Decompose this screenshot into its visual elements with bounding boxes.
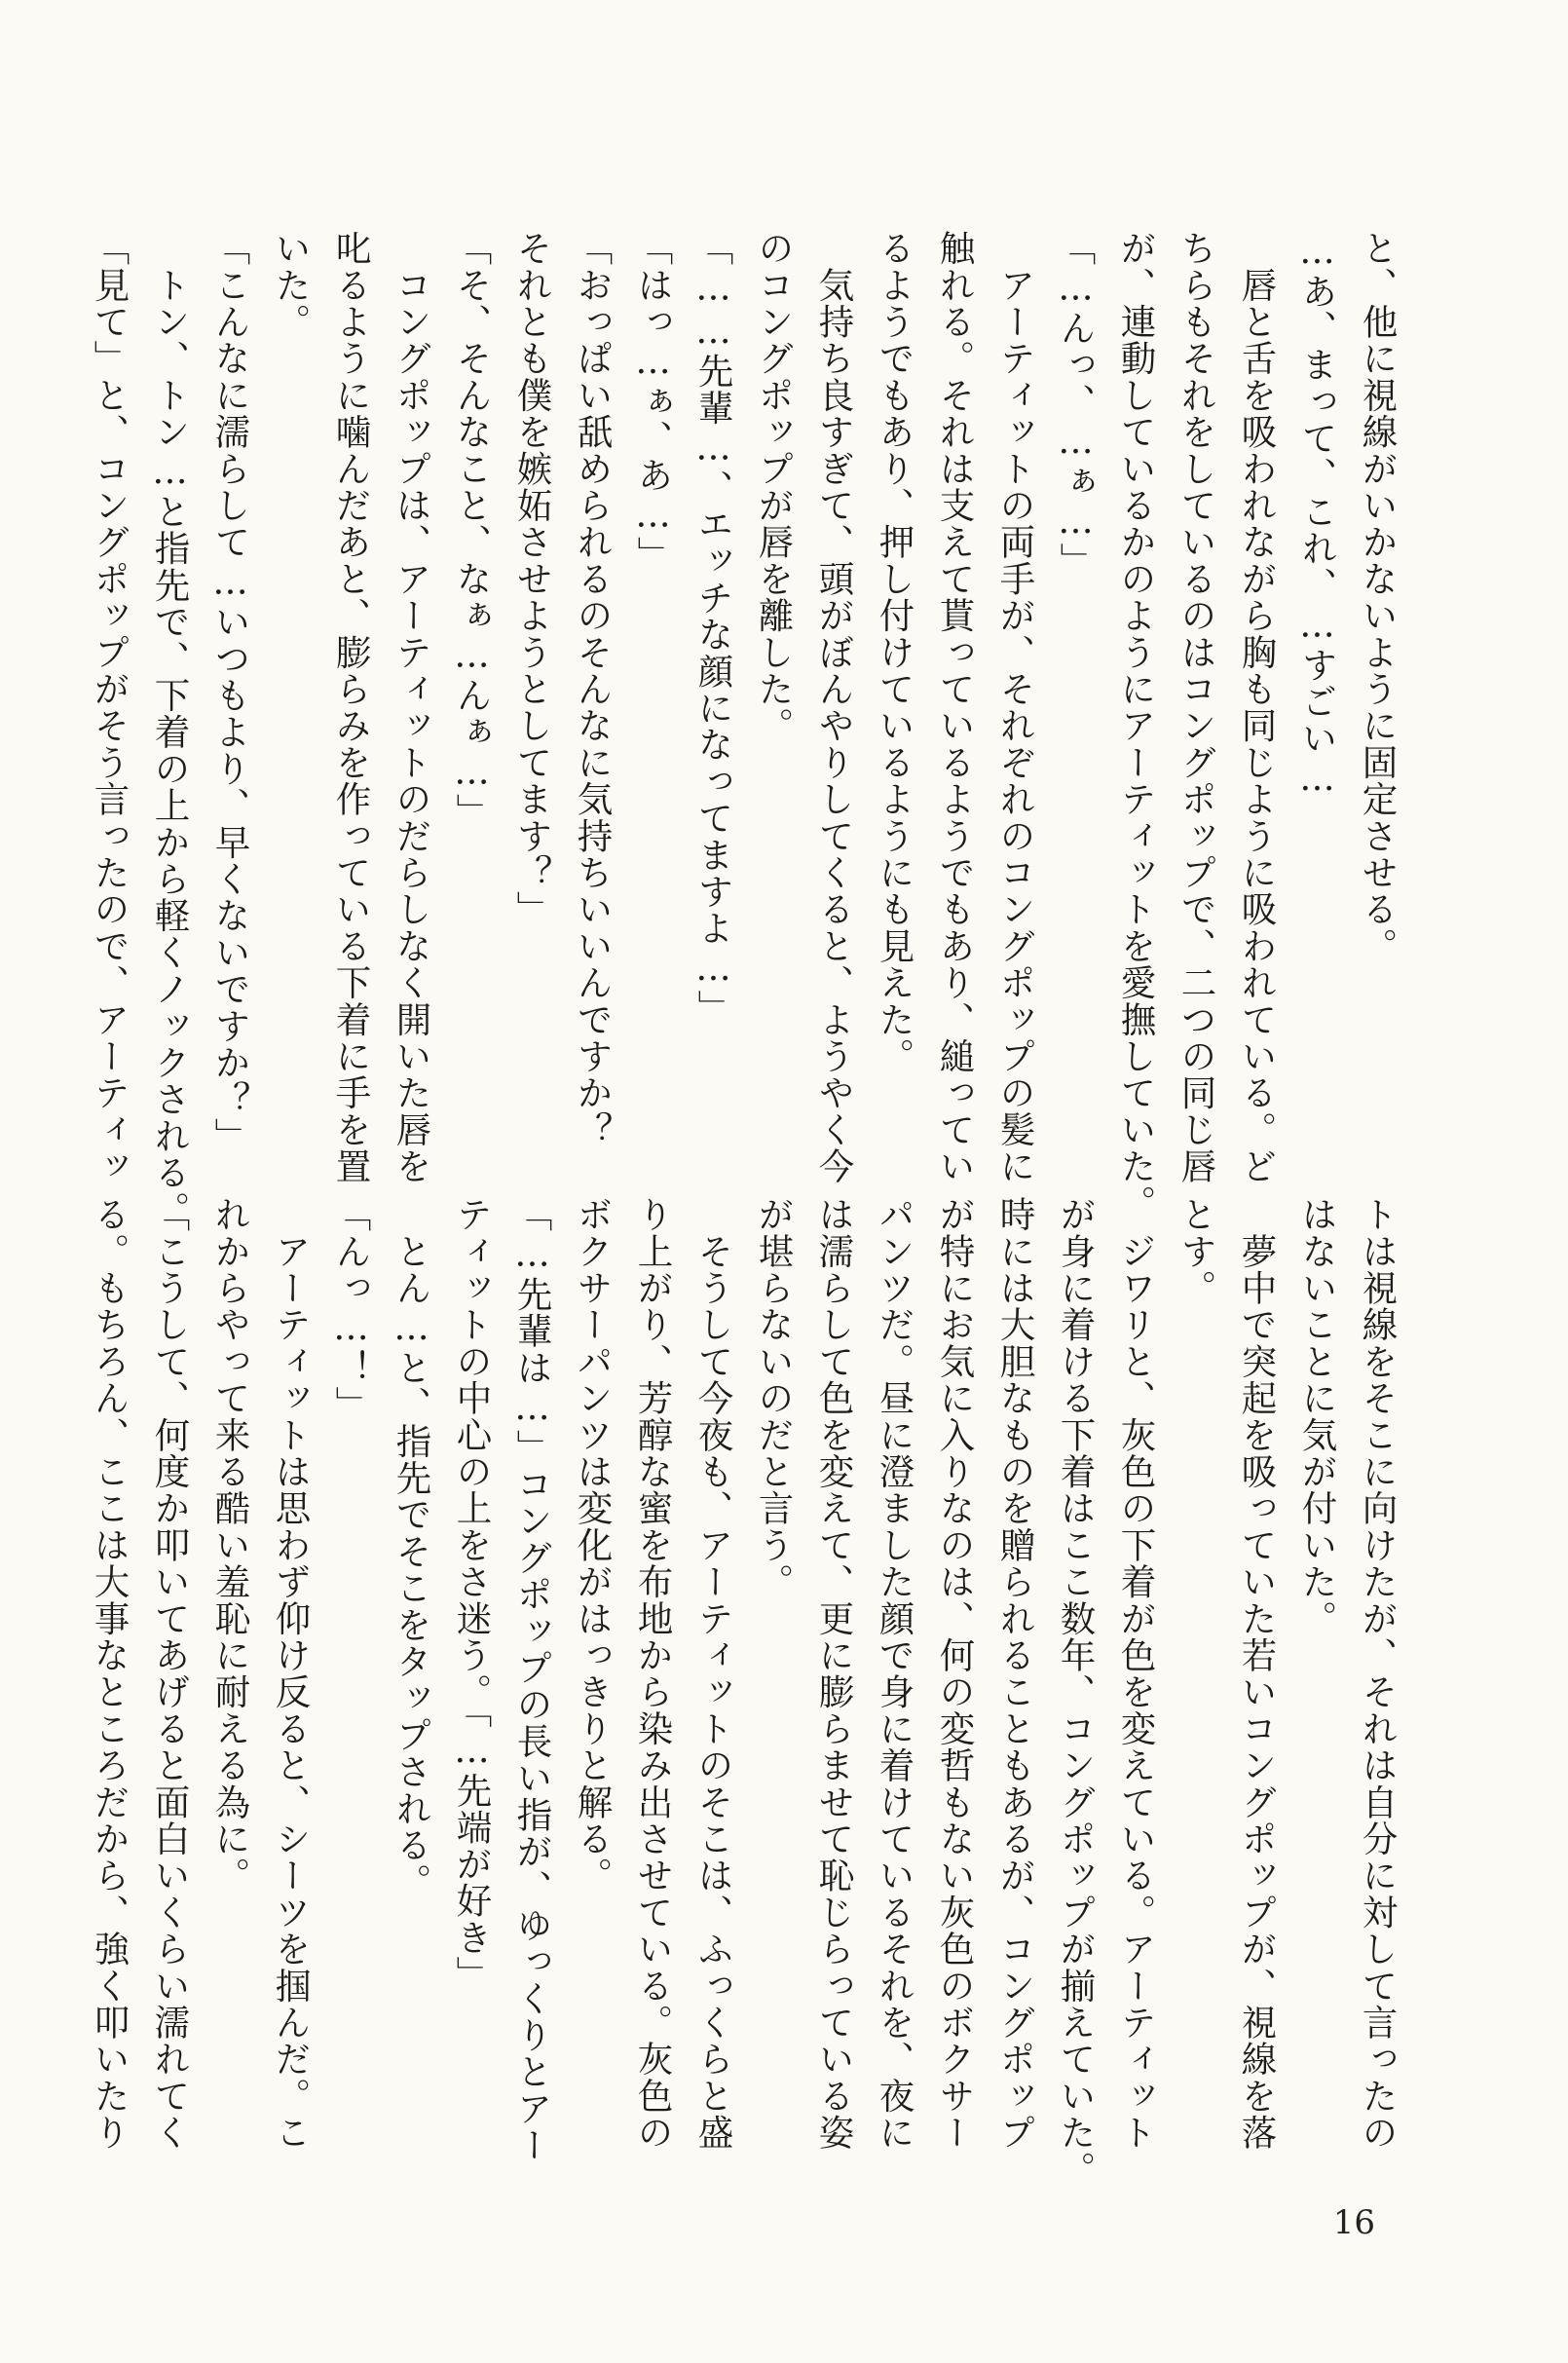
text-line: 「こんなに濡らして…いつもより、早くないですか？」 [209,230,251,1154]
text-line: 気持ち良すぎて、頭がぼんやりしてくると、ようやく今 [813,230,855,1185]
text-line: そうして今夜も、アーティットのそこは、ふっくらと盛 [692,1196,734,2152]
text-line: はないことに気が付いた。 [1296,1196,1338,1637]
text-line: 唇と舌を吸われながら胸も同じように吸われている。ど [1236,230,1278,1185]
text-line: それとも僕を嫉妬させようとしてます？」 [511,230,553,928]
text-line: 「見て」と、コングポップがそう言ったので、アーティッ [89,230,131,1185]
text-line: トは視線をそこに向けたが、それは自分に対して言ったの [1357,1196,1399,2152]
text-line: と、他に視線がいかないように固定させる。 [1357,230,1399,964]
text-line: 「おっぱい舐められるのそんなに気持ちいいんですか？ [572,230,614,1148]
text-line: パンツだ。昼に澄ました顔で身に着けているそれを、夜に [874,1196,915,2152]
text-line: は濡らして色を変えて、更に膨らませて恥じらっている姿 [813,1196,855,2152]
text-line: 時には大胆なものを贈られることもあるが、コングポップ [994,1196,1036,2152]
text-line: ボクサーパンツは変化がはっきりと解る。 [572,1196,614,1894]
page-number: 16 [1332,2203,1375,2242]
text-line: トン、トン…と指先で、下着の上から軽くノックされる。 [149,230,191,1228]
text-line: 「そ、そんなこと、なぁ…んぁ…」 [451,230,493,831]
text-line: アーティットは思わず仰け反ると、シーツを掴んだ。こ [270,1196,312,2152]
text-line: 叱るように噛んだあと、膨らみを作っている下着に手を置 [330,230,372,1185]
text-line: ジワリと、灰色の下着が色を変えている。アーティット [1115,1196,1157,2152]
text-line: 「…先輩は…」コングポップの長い指が、ゆっくりとアー [511,1196,553,2164]
text-line: ちらもそれをしているのはコングポップで、二つの同じ唇 [1176,230,1217,1185]
text-line: が、連動しているかのようにアーティットを愛撫していた。 [1115,230,1157,1221]
text-line: が身に着ける下着はここ数年、コングポップが揃えていた。 [1055,1196,1097,2188]
text-line: ティットの中心の上をさ迷う。「…先端が好き」 [451,1196,493,1993]
text-line: れからやって来る酷い羞恥に耐える為に。 [209,1196,251,1894]
text-line: が堪らないのだと言う。 [753,1196,795,1600]
text-line: 「はっ…ぁ、あ…」 [632,230,674,574]
text-line: のコングポップが唇を離した。 [753,230,795,744]
text-block-upper [89,230,1407,1228]
text-line: 「……先輩…、エッチな顔になってますよ…」 [692,230,734,1027]
text-line: …あ、まって、これ、…すごい… [1296,230,1338,800]
text-block-lower [89,1196,1407,2188]
text-line: 「…んっ、…ぁ…」 [1055,230,1097,580]
text-line: 「んっ…！」 [330,1196,372,1423]
text-line: とん…と、指先でそこをタップされる。 [391,1196,432,1900]
text-line: とす。 [1176,1196,1217,1307]
text-line: り上がり、芳醇な蜜を布地から染み出させている。灰色の [632,1196,674,2152]
text-line: 夢中で突起を吸っていた若いコングポップが、視線を落 [1236,1196,1278,2152]
text-line: る。もちろん、ここは大事なところだから、強く叩いたり [89,1196,131,2152]
text-line: 触れる。それは支えて貰っているようでもあり、縋ってい [934,230,976,1185]
text-line: コングポップは、アーティットのだらしなく開いた唇を [391,230,432,1185]
text-line: 「こうして、何度か叩いてあげると面白いくらい濡れてく [149,1196,191,2152]
text-line: いた。 [270,230,312,341]
text-line: アーティットの両手が、それぞれのコングポップの髪に [994,230,1036,1185]
text-line: るようでもあり、押し付けているようにも見えた。 [874,230,915,1075]
text-line: が特にお気に入りなのは、何の変哲もない灰色のボクサー [934,1196,976,2152]
